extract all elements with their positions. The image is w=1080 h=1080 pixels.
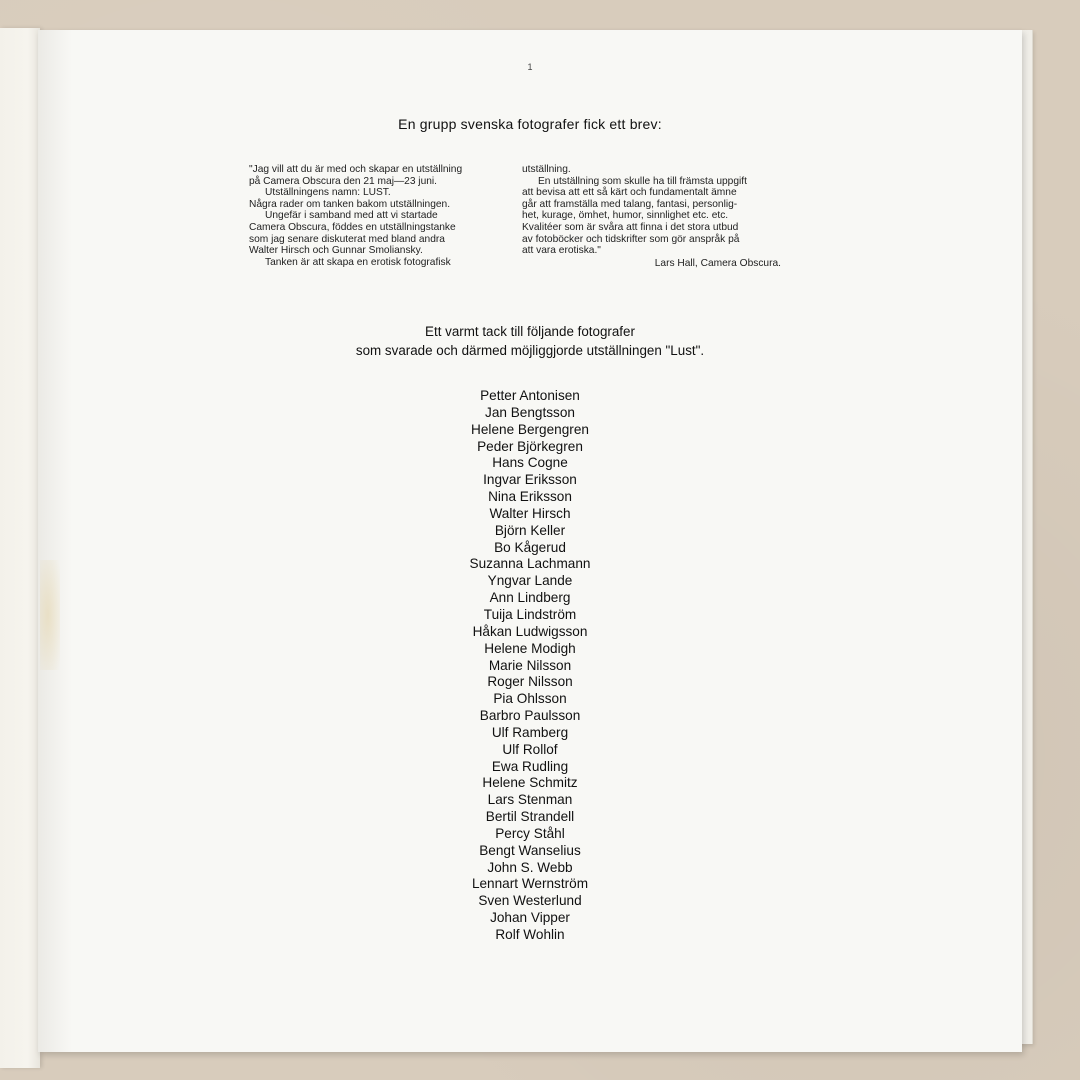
- thanks-text: [38, 322, 1022, 360]
- letter-right-lines: [522, 164, 781, 257]
- letter-line: Ungefär i samband med att vi startade: [265, 210, 438, 222]
- photographer-name: Helene Modigh: [484, 640, 576, 656]
- photographer-name: Suzanna Lachmann: [469, 556, 591, 572]
- photographer-name: Nina Eriksson: [488, 489, 572, 505]
- photographer-name: Sven Westerlund: [478, 893, 582, 909]
- letter-line: av fotoböcker och tidskrifter som gör anspråk på: [522, 233, 740, 245]
- photographer-name: Yngvar Lande: [487, 573, 573, 589]
- letter-column-left: [249, 164, 505, 268]
- photographer-list: [38, 388, 1022, 944]
- letter-signature: Lars Hall, Camera Obscura.: [654, 257, 781, 269]
- photographer-name: Rolf Wohlin: [495, 927, 565, 942]
- page-heading: En grupp svenska fotografer fick ett brev:: [398, 116, 662, 132]
- photographer-name: Helene Bergengren: [471, 421, 589, 437]
- letter-line: Walter Hirsch och Gunnar Smoliansky.: [249, 245, 423, 257]
- letter-line: En utställning som skulle ha till främsta uppgift: [538, 175, 747, 187]
- photographer-name: Marie Nilsson: [488, 657, 572, 673]
- photographer-name: Walter Hirsch: [489, 505, 571, 521]
- photographer-name: Johan Vipper: [490, 910, 570, 926]
- left-page-edge: [0, 28, 40, 1068]
- photographer-name: Peder Björkegren: [477, 438, 583, 454]
- letter-line: Kvalitéer som är svåra att finna i det stora utbud: [522, 221, 739, 233]
- photographer-name: Bo Kågerud: [494, 539, 566, 555]
- thanks-line-1: Ett varmt tack till följande fotografer: [425, 324, 635, 339]
- photographer-name: Bengt Wanselius: [479, 842, 581, 858]
- photographer-name: Barbro Paulsson: [479, 708, 581, 724]
- letter-line: som jag senare diskuterat med bland andra: [249, 233, 445, 245]
- photographer-name: Lars Stenman: [487, 792, 573, 808]
- photographer-name: Jan Bengtsson: [485, 404, 575, 420]
- letter-line: Utställningens namn: LUST.: [265, 187, 391, 199]
- photographer-name: Ewa Rudling: [491, 758, 569, 774]
- photographer-name: Pia Ohlsson: [493, 691, 567, 707]
- letter-line: "Jag vill att du är med och skapar en utställning: [249, 164, 463, 175]
- letter-column-right: [522, 164, 781, 269]
- photographer-name: Ulf Rollof: [502, 741, 558, 757]
- thanks-line-2: som svarade och därmed möjliggjorde utställningen "Lust".: [355, 343, 705, 358]
- photographer-name: Percy Ståhl: [495, 825, 565, 841]
- letter-line: Tanken är att skapa en erotisk fotografisk: [265, 256, 451, 268]
- letter-line: Camera Obscura, föddes en utställningstanke: [249, 221, 456, 233]
- photographer-name: Ingvar Eriksson: [483, 472, 577, 488]
- photographer-name: Hans Cogne: [492, 455, 568, 471]
- letter-line: het, kurage, ömhet, humor, sinnlighet etc. etc.: [522, 210, 729, 222]
- photographer-name: Ulf Ramberg: [491, 724, 569, 740]
- photographer-name: Håkan Ludwigsson: [472, 623, 588, 639]
- letter-line: Några rader om tanken bakom utställningen.: [249, 198, 451, 210]
- photographer-name: Bertil Strandell: [485, 809, 575, 825]
- photographer-name: Lennart Wernström: [471, 876, 589, 892]
- letter-line: utställning.: [522, 164, 571, 175]
- photographer-name: Björn Keller: [494, 522, 566, 538]
- letter-line: att vara erotiska.": [522, 245, 601, 257]
- photographer-name: Helene Schmitz: [482, 775, 578, 791]
- photographer-name: Ann Lindberg: [489, 590, 571, 606]
- photographer-name: Petter Antonisen: [480, 388, 580, 403]
- letter-line: går att framställa med talang, fantasi, personlig-: [522, 198, 738, 210]
- photographer-name: Tuija Lindström: [483, 606, 577, 622]
- letter-line: att bevisa att ett så kärt och fundamentalt ämne: [522, 187, 737, 199]
- page-number: 1: [527, 62, 533, 72]
- letter-line: på Camera Obscura den 21 maj—23 juni.: [249, 175, 438, 187]
- photographer-name: John S. Webb: [487, 859, 573, 875]
- book-page: [38, 30, 1022, 1052]
- photographer-name: Roger Nilsson: [487, 674, 573, 690]
